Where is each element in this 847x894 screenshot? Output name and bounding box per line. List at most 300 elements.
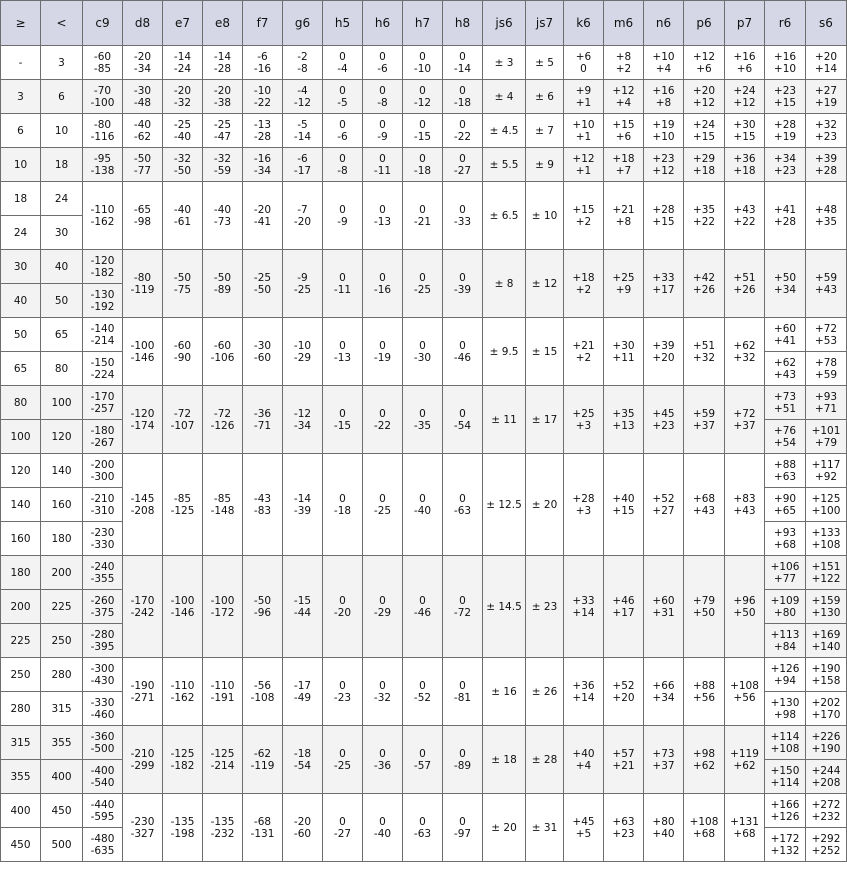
tolerance-cell: +25 +3 [564,386,604,454]
tolerance-cell: +57 +21 [604,726,644,794]
tolerance-cell: +18 +7 [604,148,644,182]
tolerance-cell: 0 -14 [443,46,483,80]
tolerance-cell: ± 20 [483,794,526,862]
tolerance-cell: +39 +20 [644,318,684,386]
size-range-cell: 10 [1,148,41,182]
tolerance-cell: -100 -146 [163,556,203,658]
tolerance-cell: +36 +18 [725,148,765,182]
column-header: h7 [403,1,443,46]
tolerance-cell: +66 +34 [644,658,684,726]
tolerance-cell: -65 -98 [123,182,163,250]
tolerance-cell: +117 +92 [806,454,847,488]
tolerance-cell: 0 -10 [403,46,443,80]
column-header: s6 [806,1,847,46]
tolerance-cell: +40 +15 [604,454,644,556]
tolerance-cell: -100 -146 [123,318,163,386]
tolerance-cell: 0 -36 [363,726,403,794]
tolerance-cell: +150 +114 [765,760,806,794]
tolerance-cell: 0 -6 [363,46,403,80]
tolerance-cell: +12 +1 [564,148,604,182]
tolerance-cell: +59 +37 [684,386,725,454]
column-header: p6 [684,1,725,46]
tolerance-cell: -120 -182 [83,250,123,284]
tolerance-cell: ± 6.5 [483,182,526,250]
table-row [1,454,847,488]
tolerance-cell: +169 +140 [806,624,847,658]
tolerance-cell: -50 -96 [243,556,283,658]
tolerance-cell: +46 +17 [604,556,644,658]
tolerance-cell: +41 +28 [765,182,806,250]
tolerance-cell: ± 7 [526,114,564,148]
size-range-cell: 120 [41,420,83,454]
tolerance-cell: ± 9 [526,148,564,182]
size-range-cell: 315 [1,726,41,760]
tolerance-cell: +28 +3 [564,454,604,556]
tolerance-cell: ± 4.5 [483,114,526,148]
tolerance-cell: -62 -119 [243,726,283,794]
table-row [1,114,847,148]
size-range-cell: 160 [41,488,83,522]
tolerance-cell: -20 -32 [163,80,203,114]
tolerance-cell: +20 +14 [806,46,847,80]
column-header: js7 [526,1,564,46]
size-range-cell: 6 [1,114,41,148]
tolerance-cell: +244 +208 [806,760,847,794]
column-header: k6 [564,1,604,46]
tolerance-cell: 0 -97 [443,794,483,862]
tolerance-cell: +80 +40 [644,794,684,862]
tolerance-cell: 0 -33 [443,182,483,250]
column-header: e7 [163,1,203,46]
tolerance-cell: 0 -22 [363,386,403,454]
tolerance-cell: +42 +26 [684,250,725,318]
tolerance-cell: -72 -107 [163,386,203,454]
tolerance-cell: +88 +56 [684,658,725,726]
tolerance-cell: +21 +2 [564,318,604,386]
tolerance-cell: 0 -5 [323,80,363,114]
tolerance-cell: ± 9.5 [483,318,526,386]
size-range-cell: 3 [41,46,83,80]
column-header: r6 [765,1,806,46]
column-header: g6 [283,1,323,46]
tolerance-cell: 0 -32 [363,658,403,726]
size-range-cell: 400 [1,794,41,828]
tolerance-cell: +73 +37 [644,726,684,794]
tolerance-cell: +51 +26 [725,250,765,318]
tolerance-cell: +28 +19 [765,114,806,148]
tolerance-cell: 0 -16 [363,250,403,318]
tolerance-cell: -14 -28 [203,46,243,80]
tolerance-cell: 0 -19 [363,318,403,386]
table-row [1,250,847,284]
tolerance-cell: +50 +34 [765,250,806,318]
tolerance-cell: -230 -327 [123,794,163,862]
tolerance-cell: +16 +6 [725,46,765,80]
size-range-cell: 65 [1,352,41,386]
tolerance-cell: +88 +63 [765,454,806,488]
tolerance-cell: 0 -8 [323,148,363,182]
tolerance-cell: 0 -25 [403,250,443,318]
size-range-cell: 280 [1,692,41,726]
size-range-cell: 65 [41,318,83,352]
column-header: js6 [483,1,526,46]
tolerance-cell: -210 -299 [123,726,163,794]
size-range-cell: 355 [1,760,41,794]
tolerance-cell: +15 +2 [564,182,604,250]
tolerance-cell: -80 -116 [83,114,123,148]
tolerance-cell: -150 -224 [83,352,123,386]
tolerance-cell: 0 -40 [403,454,443,556]
tolerance-cell: +18 +2 [564,250,604,318]
tolerance-cell: +36 +14 [564,658,604,726]
size-range-cell: 50 [1,318,41,352]
size-range-cell: 18 [41,148,83,182]
tolerance-cell: +151 +122 [806,556,847,590]
tolerance-cell: -95 -138 [83,148,123,182]
tolerance-cell: 0 -46 [403,556,443,658]
column-header: h8 [443,1,483,46]
tolerance-cell: +15 +6 [604,114,644,148]
tolerance-cell: -10 -22 [243,80,283,114]
tolerance-cell: ± 12.5 [483,454,526,556]
size-range-cell: 450 [41,794,83,828]
tolerance-cell: -14 -24 [163,46,203,80]
tolerance-cell: +62 +32 [725,318,765,386]
tolerance-cell: -200 -300 [83,454,123,488]
header-row [1,1,847,46]
tolerance-cell: +10 +1 [564,114,604,148]
size-range-cell: 30 [41,216,83,250]
tolerance-cell: 0 -20 [323,556,363,658]
column-header: h6 [363,1,403,46]
tolerance-cell: -135 -198 [163,794,203,862]
size-range-cell: 24 [41,182,83,216]
tolerance-cell: +125 +100 [806,488,847,522]
tolerance-cell: +6 0 [564,46,604,80]
tolerance-cell: -20 -41 [243,182,283,250]
tolerance-cell: -12 -34 [283,386,323,454]
size-range-cell: 40 [1,284,41,318]
tolerance-cell: +23 +12 [644,148,684,182]
column-header: h5 [323,1,363,46]
column-header: c9 [83,1,123,46]
tolerance-cell: +24 +12 [725,80,765,114]
tolerance-cell: -6 -16 [243,46,283,80]
tolerance-cell: ± 8 [483,250,526,318]
size-range-cell: 250 [41,624,83,658]
tolerance-cell: +272 +232 [806,794,847,828]
tolerance-cell: +45 +5 [564,794,604,862]
tolerance-cell: ± 31 [526,794,564,862]
tolerance-cell: -32 -59 [203,148,243,182]
tolerance-cell: +52 +27 [644,454,684,556]
tolerance-cell: -110 -162 [163,658,203,726]
size-range-cell: 3 [1,80,41,114]
tolerance-cell: +190 +158 [806,658,847,692]
tolerance-cell: 0 -9 [363,114,403,148]
tolerance-cell: +60 +41 [765,318,806,352]
tolerance-cell: -30 -48 [123,80,163,114]
tolerance-cell: -6 -17 [283,148,323,182]
tolerance-cell: 0 -63 [403,794,443,862]
table-row [1,148,847,182]
tolerance-cell: +93 +71 [806,386,847,420]
tolerance-cell: +12 +4 [604,80,644,114]
tolerance-cell: +101 +79 [806,420,847,454]
tolerance-cell: -330 -460 [83,692,123,726]
size-range-cell: 18 [1,182,41,216]
column-header: p7 [725,1,765,46]
tolerance-cell: -70 -100 [83,80,123,114]
size-range-cell: 160 [1,522,41,556]
size-range-cell: 180 [41,522,83,556]
tolerance-cell: -50 -77 [123,148,163,182]
tolerance-cell: -190 -271 [123,658,163,726]
tolerance-cell: -10 -29 [283,318,323,386]
size-range-cell: 225 [41,590,83,624]
tolerance-cell: -170 -242 [123,556,163,658]
tolerance-cell: -400 -540 [83,760,123,794]
tolerance-cell: +33 +17 [644,250,684,318]
tolerance-cell: -60 -90 [163,318,203,386]
size-range-cell: 24 [1,216,41,250]
tolerance-cell: -60 -106 [203,318,243,386]
tolerance-cell: +20 +12 [684,80,725,114]
tolerance-cell: -13 -28 [243,114,283,148]
tolerance-cell: ± 3 [483,46,526,80]
tolerance-cell: ± 18 [483,726,526,794]
table-row [1,46,847,80]
tolerance-cell: +113 +84 [765,624,806,658]
tolerance-cell: -20 -38 [203,80,243,114]
tolerance-cell: ± 5 [526,46,564,80]
tolerance-cell: -32 -50 [163,148,203,182]
tolerance-cell: -230 -330 [83,522,123,556]
tolerance-cell: -7 -20 [283,182,323,250]
tolerance-cell: 0 -39 [443,250,483,318]
tolerance-cell: -180 -267 [83,420,123,454]
tolerance-cell: -50 -89 [203,250,243,318]
tolerance-cell: +226 +190 [806,726,847,760]
tolerance-cell: -15 -44 [283,556,323,658]
tolerance-cell: -60 -85 [83,46,123,80]
size-range-cell: 100 [1,420,41,454]
tolerance-cell: +119 +62 [725,726,765,794]
tolerance-cell: -80 -119 [123,250,163,318]
tolerance-cell: +12 +6 [684,46,725,80]
tolerance-cell: +114 +108 [765,726,806,760]
tolerance-cell: -110 -191 [203,658,243,726]
size-range-cell: 140 [1,488,41,522]
tolerance-cell: -360 -500 [83,726,123,760]
tolerance-cell: -56 -108 [243,658,283,726]
tolerance-cell: -480 -635 [83,828,123,862]
tolerance-cell: ± 10 [526,182,564,250]
tolerance-cell: -43 -83 [243,454,283,556]
tolerance-cell: 0 -30 [403,318,443,386]
tolerance-cell: +73 +51 [765,386,806,420]
size-range-cell: 180 [1,556,41,590]
tolerance-cell: +28 +15 [644,182,684,250]
tolerance-cell: +9 +1 [564,80,604,114]
tolerance-cell: -260 -375 [83,590,123,624]
tolerance-cell: +23 +15 [765,80,806,114]
tolerance-cell: ± 6 [526,80,564,114]
tolerance-cell: +45 +23 [644,386,684,454]
tolerance-cell: +59 +43 [806,250,847,318]
tolerance-cell: -16 -34 [243,148,283,182]
tolerance-cell: +72 +37 [725,386,765,454]
size-range-cell: 30 [1,250,41,284]
tolerance-cell: +63 +23 [604,794,644,862]
tolerance-cell: 0 -35 [403,386,443,454]
size-range-cell: 6 [41,80,83,114]
tolerance-cell: -14 -39 [283,454,323,556]
tolerance-cell: +166 +126 [765,794,806,828]
size-range-cell: 225 [1,624,41,658]
tolerance-cell: +60 +31 [644,556,684,658]
tolerance-cell: +159 +130 [806,590,847,624]
table-row [1,726,847,760]
tolerance-cell: 0 -8 [363,80,403,114]
size-range-cell: 140 [41,454,83,488]
size-range-cell: 50 [41,284,83,318]
size-range-cell: 355 [41,726,83,760]
tolerance-cell: -140 -214 [83,318,123,352]
tolerance-cell: +90 +65 [765,488,806,522]
tolerance-cell: +34 +23 [765,148,806,182]
tolerance-cell: +126 +94 [765,658,806,692]
tolerance-cell: 0 -18 [323,454,363,556]
tolerance-cell: +96 +50 [725,556,765,658]
tolerance-cell: -25 -50 [243,250,283,318]
table-row [1,386,847,420]
tolerance-cell: +93 +68 [765,522,806,556]
tolerance-cell: 0 -63 [443,454,483,556]
tolerance-cell: -125 -182 [163,726,203,794]
tolerance-cell: 0 -13 [323,318,363,386]
tolerance-cell: ± 16 [483,658,526,726]
size-range-cell: 80 [1,386,41,420]
tolerance-cell: -85 -148 [203,454,243,556]
tolerance-cell: 0 -25 [323,726,363,794]
tolerance-cell: +16 +8 [644,80,684,114]
table-body [1,46,847,862]
tolerance-cell: +202 +170 [806,692,847,726]
tolerance-cell: -100 -172 [203,556,243,658]
tolerance-cell: +51 +32 [684,318,725,386]
tolerance-cell: 0 -27 [443,148,483,182]
tolerance-cell: 0 -13 [363,182,403,250]
tolerance-cell: -25 -40 [163,114,203,148]
tolerance-cell: +43 +22 [725,182,765,250]
column-header: ≥ [1,1,41,46]
tolerance-cell: +78 +59 [806,352,847,386]
tolerance-cell: -170 -257 [83,386,123,420]
tolerance-cell: -30 -60 [243,318,283,386]
column-header: e8 [203,1,243,46]
tolerance-cell: ± 20 [526,454,564,556]
tolerance-cell: ± 12 [526,250,564,318]
table-row [1,658,847,692]
tolerance-cell: +133 +108 [806,522,847,556]
tolerance-cell: +39 +28 [806,148,847,182]
tolerance-cell: +35 +22 [684,182,725,250]
tolerance-cell: +172 +132 [765,828,806,862]
table-row [1,80,847,114]
tolerance-cell: -300 -430 [83,658,123,692]
size-range-cell: 200 [1,590,41,624]
column-header: d8 [123,1,163,46]
tolerance-cell: -40 -73 [203,182,243,250]
tolerance-cell: 0 -6 [323,114,363,148]
tolerance-cell: -4 -12 [283,80,323,114]
tolerance-cell: +106 +77 [765,556,806,590]
tolerance-cell: +79 +50 [684,556,725,658]
tolerance-cell: +130 +98 [765,692,806,726]
tolerance-cell: +30 +11 [604,318,644,386]
tolerance-cell: 0 -21 [403,182,443,250]
tolerance-cell: 0 -12 [403,80,443,114]
tolerance-cell: 0 -4 [323,46,363,80]
tolerance-cell: +35 +13 [604,386,644,454]
tolerance-cell: -210 -310 [83,488,123,522]
tolerance-cell: +19 +10 [644,114,684,148]
tolerance-cell: 0 -18 [443,80,483,114]
size-range-cell: 315 [41,692,83,726]
tolerance-cell: +62 +43 [765,352,806,386]
size-range-cell: 80 [41,352,83,386]
table-row [1,794,847,828]
tolerance-cell: 0 -81 [443,658,483,726]
tolerance-cell: -40 -61 [163,182,203,250]
tolerance-cell: 0 -11 [323,250,363,318]
tolerance-cell: -120 -174 [123,386,163,454]
tolerance-cell: -9 -25 [283,250,323,318]
tolerance-cell: -130 -192 [83,284,123,318]
tolerance-cell: -18 -54 [283,726,323,794]
tolerance-cell: +292 +252 [806,828,847,862]
tolerance-cell: +108 +68 [684,794,725,862]
tolerance-cell: ± 17 [526,386,564,454]
tolerance-cell: -280 -395 [83,624,123,658]
tolerance-cell: +131 +68 [725,794,765,862]
tolerance-cell: +21 +8 [604,182,644,250]
tolerance-cell: -240 -355 [83,556,123,590]
tolerance-cell: +40 +4 [564,726,604,794]
tolerance-cell: +76 +54 [765,420,806,454]
tolerance-cell: -5 -14 [283,114,323,148]
tolerance-cell: -20 -60 [283,794,323,862]
size-range-cell: 120 [1,454,41,488]
tolerance-cell: -145 -208 [123,454,163,556]
tolerance-cell: +25 +9 [604,250,644,318]
tolerance-cell: +33 +14 [564,556,604,658]
size-range-cell: - [1,46,41,80]
tolerance-cell: ± 14.5 [483,556,526,658]
tolerance-cell: +24 +15 [684,114,725,148]
tolerance-cell: -40 -62 [123,114,163,148]
tolerance-cell: +98 +62 [684,726,725,794]
tolerance-cell: 0 -27 [323,794,363,862]
column-header: n6 [644,1,684,46]
tolerance-cell: -135 -232 [203,794,243,862]
table-row [1,318,847,352]
tolerance-cell: +27 +19 [806,80,847,114]
tolerance-cell: +109 +80 [765,590,806,624]
tolerance-cell: +108 +56 [725,658,765,726]
tolerance-cell: -20 -34 [123,46,163,80]
